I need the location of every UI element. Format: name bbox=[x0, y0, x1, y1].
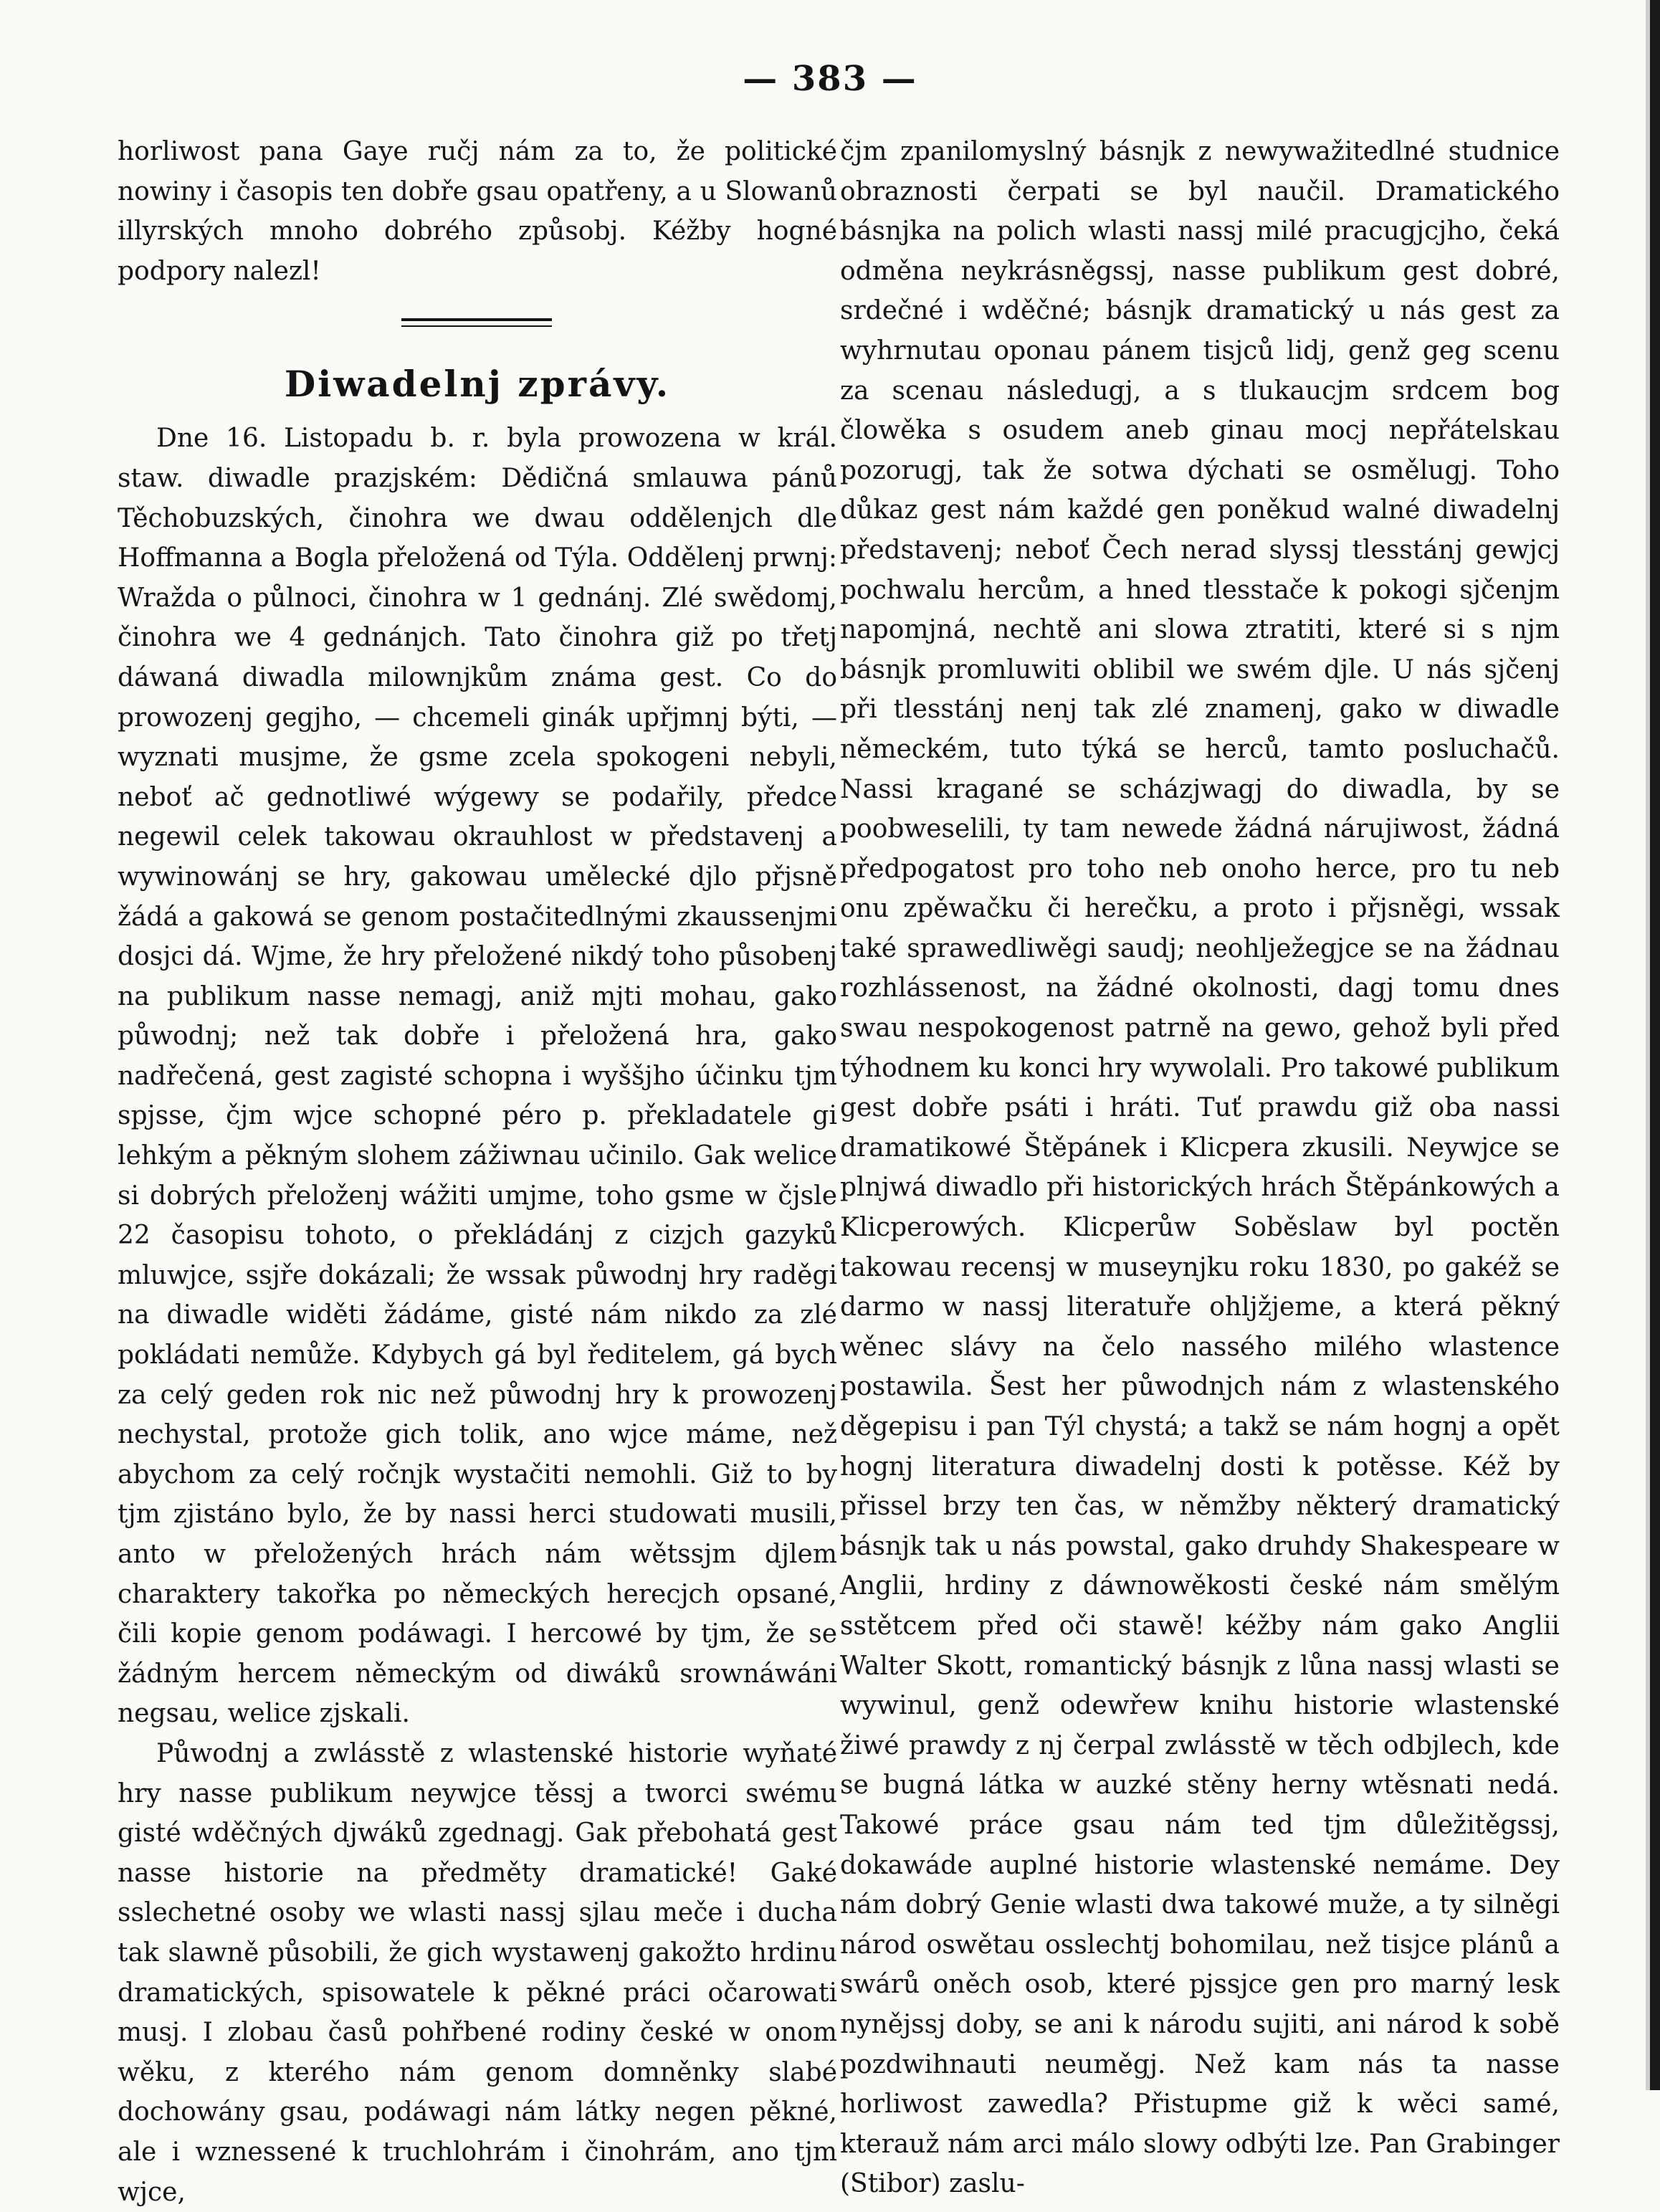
paragraph-intro: horliwost pana Gaye ručj nám za to, že politické nowiny i časopis ten dobře gsau opatřeny, a u Slowanů illyrských mnoho dobrého způsobj. Kéžby hogné podpory nalezl! bbox=[118, 137, 837, 286]
scan-edge bbox=[1650, 0, 1660, 2090]
paragraph: Půwodnj a zwlásstě z wlastenské historie wyňaté hry nasse publikum neywjce těssj a tworci swému gisté wděčných djwáků zgednagj. Gak přebohatá gest nasse historie na předměty dramatické! Gaké sslechetné osoby we wlasti nassj sjlau meče i ducha tak slawně působili, že gich wystawenj gakožto hrdinu dramatických, spisowatele k pěkné práci očarowati musj. I zlobau časů pohřbené rodiny české w onom wěku, z kterého nám genom domněnky slabé dochowány gsau, podáwagi nám látky negen pěkné, ale i wznessené k truchlohrám i činohrám, ano tjm wjce, bbox=[118, 1738, 837, 2207]
section-title: Diwadelnj zprávy. bbox=[284, 363, 671, 406]
double-rule bbox=[401, 318, 552, 327]
paragraph: Dne 16. Listopadu b. r. byla prowozena w král. staw. diwadle prazjském: Dědičná smlauwa pánů Těchobuzských, činohra we dwau oddělenjch dle Hoffmanna a Bogla přeložená od Týla. Oddělenj prwnj: Wražda o půlnoci, činohra w 1 gednánj. Zlé swědomj, činohra we 4 gednánjch. Tato činohra giž po třetj dáwaná diwadla milownjkům známa gest. Co do prowozenj gegjho, — chcemeli ginák upřjmnj býti, — wyznati musjme, že gsme zcela spokogeni nebyli, neboť ač gednotliwé wýgewy se podařily, předce negewil celek takowau okrauhlost w představenj a wywinowánj se hry, gakowau umělecké djlo přjsně žádá a gakowá se genom postačitedlnými zkaussenjmi dosjci dá. Wjme, že hry přeložené nikdý toho působenj na publikum nasse nemagj, aniž mjti mohau, gako půwodnj; než tak dobře i přeložená hra, gako nadřečená, gest zagisté schopna i wyššjho účinku tjm spjsse, čjm wjce schopné péro p. překladatele gi lehkým a pěkným slohem zážiwnau učinilo. Gak welice si dobrých přeloženj wážiti umjme, toho gsme w čjsle 22 časopisu tohoto, o překládánj z cizjch gazyků mluwjce, ssjře dokázali; že wssak půwodnj hry raděgi na diwadle widěti žádáme, gisté nám nikdo za zlé pokládati nemůže. Kdybych gá byl ředitelem, gá bych za celý geden rok nic než půwodnj hry k prowozenj nechystal, protože gich tolik, ano wjce máme, než abychom za celý ročnjk wystačiti nemohli. Giž to by tjm zjistáno bylo, že by nassi herci studowati musili, anto w přeložených hrách nám wětssjm djlem charaktery takořka po německých herecjch opsané, čili kopie genom podáwagi. I hercowé by tjm, že se žádným hercem německým od diwáků srownáwáni negsau, welice zjskali. bbox=[118, 424, 837, 1729]
page-number: — 383 — bbox=[743, 59, 917, 99]
paragraph: čjm zpanilomyslný básnjk z newywažitedlné studnice obraznosti čerpati se byl naučil. Dramatického básnjka na polich wlasti nassj milé pracugjcjho, čeká odměna neykrásněgssj, nasse publikum gest dobré, srdečné i wděčné; básnjk dramatický u nás gest za wyhrnutau oponau pánem tisjců lidj, genž geg scenu za scenau následugj, a s tlukaucjm srdcem bog člowěka s osudem aneb ginau mocj nepřátelskau pozorugj, tak že sotwa dýchati se osmělugj. Toho důkaz gest nám každé gen poněkud walné diwadelnj představenj; neboť Čech nerad slyssj tlesstánj gewjcj pochwalu hercům, a hned tlesstače k pokogi sjčenjm napomjná, nechtě ani slowa ztratiti, které si s njm básnjk promluwiti oblibil we swém djle. U nás sjčenj při tlesstánj nenj tak zlé znamenj, gako w diwadle německém, tuto týká se herců, tamto posluchačů. Nassi kragané se scházjwagj do diwadla, by se poobweselili, ty tam newede žádná nárujiwost, žádná předpogatost pro toho neb onoho herce, pro tu neb onu zpěwačku či herečku, a proto i přjsněgi, wssak také sprawedliwěgi saudj; neohlježegjce se na žádnau rozhlássenost, na žádné okolnosti, dagj tomu dnes swau nespokogenost patrně na gewo, gehož byli před týhodnem ku konci hry wywolali. Pro takowé publikum gest dobře psáti i hráti. Tuť prawdu giž oba nassi dramatikowé Štěpánek i Klicpera zkusili. Neywjce se plnjwá diwadlo při historických hrách Štěpánkowých a Klicperowých. Klicperůw Soběslaw byl poctěn takowau recensj w museynjku roku 1830, po gakéž se darmo w nassj literatuře ohljžjeme, a která pěkný wěnec slávy na čelo nassého milého wlastence postawila. Šest her půwodnjch nám z wlastenského děgepisu i pan Týl chystá; a takž se nám hognj a opět hognj literatura diwadelnj dosti k potěsse. Kéž by přissel brzy ten čas, w němžby některý dramatický básnjk tak u nás powstal, gako druhdy Shakespeare w Anglii, hrdiny z dáwnowěkosti české nám smělým sstětcem před oči stawě! kéžby nám gako Anglii Walter Skott, romantický básnjk z lůna nassj wlasti se wywinul, genž odewřew knihu historie wlastenské žiwé prawdy z nj čerpal zwlásstě w těch odbjlech, kde se bugná látka w auzké stěny herny wtěsnati nedá. Takowé práce gsau nám ted tjm důležitěgssj, dokawáde auplné historie wlastenské nemáme. Dey nám dobrý Genie wlasti dwa takowé muže, a ty silněgi národ oswětau osslechtj bohomilau, než tisjce plánů a swárů oněch osob, které pjssjce gen pro marný lesk nynějssj doby, se ani k národu sujiti, ani národ k sobě pozdwihnauti neuměgj. Než kam nás ta nasse horliwost zawedla? Přistupme giž k wěci samé, kterauž nám arci málo slowy odbýti lze. Pan Grabinger (Stibor) zaslu- bbox=[840, 137, 1560, 2199]
left-column bbox=[118, 132, 837, 2212]
right-column bbox=[840, 132, 1560, 2204]
section-divider bbox=[118, 291, 837, 350]
